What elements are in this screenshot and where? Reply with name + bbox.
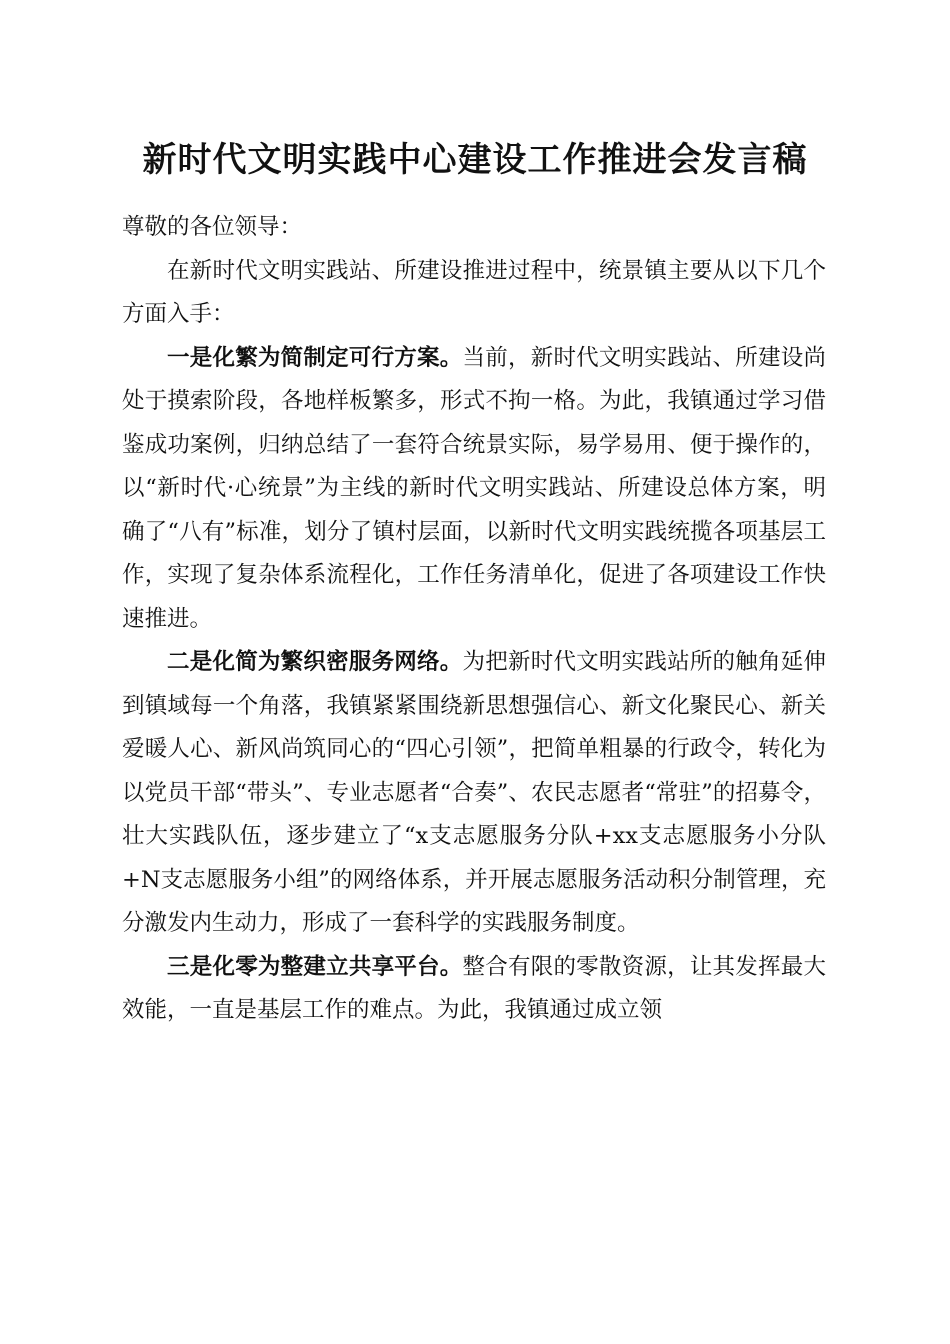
point-text-2: 为把新时代文明实践站所的触角延伸到镇域每一个角落，我镇紧紧围绕新思想强信心、新文化聚民心、新关爱暖人心、新风尚筑同心的“四心引领”，把简单粗暴的行政令，转化为以党员干部“带头”、专业志愿者“合奏”、农民志愿者“常驻”的招募令，壮大实践队伍，逐步建立了“x支志愿服务分队+xx支志愿服务小分队+N支志愿服务小组”的网络体系，并开展志愿服务活动积分制管理，充分激发内生动力，形成了一套科学的实践服务制度。 <box>122 649 826 936</box>
salutation: 尊敬的各位领导： <box>122 214 303 240</box>
point-paragraph-1 <box>122 337 826 642</box>
point-lead-1: 一是化繁为简制定可行方案。 <box>167 344 463 371</box>
document-body <box>122 206 826 1033</box>
point-paragraph-2 <box>122 641 826 946</box>
point-lead-2: 二是化简为繁织密服务网络。 <box>167 649 463 675</box>
document-title: 新时代文明实践中心建设工作推进会发言稿 <box>142 140 808 180</box>
intro-paragraph: 在新时代文明实践站、所建设推进过程中，统景镇主要从以下几个方面入手： <box>122 257 826 327</box>
point-text-1: 当前，新时代文明实践站、所建设尚处于摸索阶段，各地样板繁多，形式不拘一格。为此，我镇通过学习借鉴成功案例，归纳总结了一套符合统景实际，易学易用、便于操作的，以“新时代·心统景”为主线的新时代文明实践站、所建设总体方案，明确了“八有”标准，划分了镇村层面，以新时代文明实践统揽各项基层工作，实现了复杂体系流程化，工作任务清单化，促进了各项建设工作快速推进。 <box>122 344 826 632</box>
point-text-3: 整合有限的零散资源，让其发挥最大效能，一直是基层工作的难点。为此，我镇通过成立领 <box>122 953 826 1023</box>
point-lead-3: 三是化零为整建立共享平台。 <box>167 953 463 980</box>
point-paragraph-3 <box>122 946 826 1033</box>
